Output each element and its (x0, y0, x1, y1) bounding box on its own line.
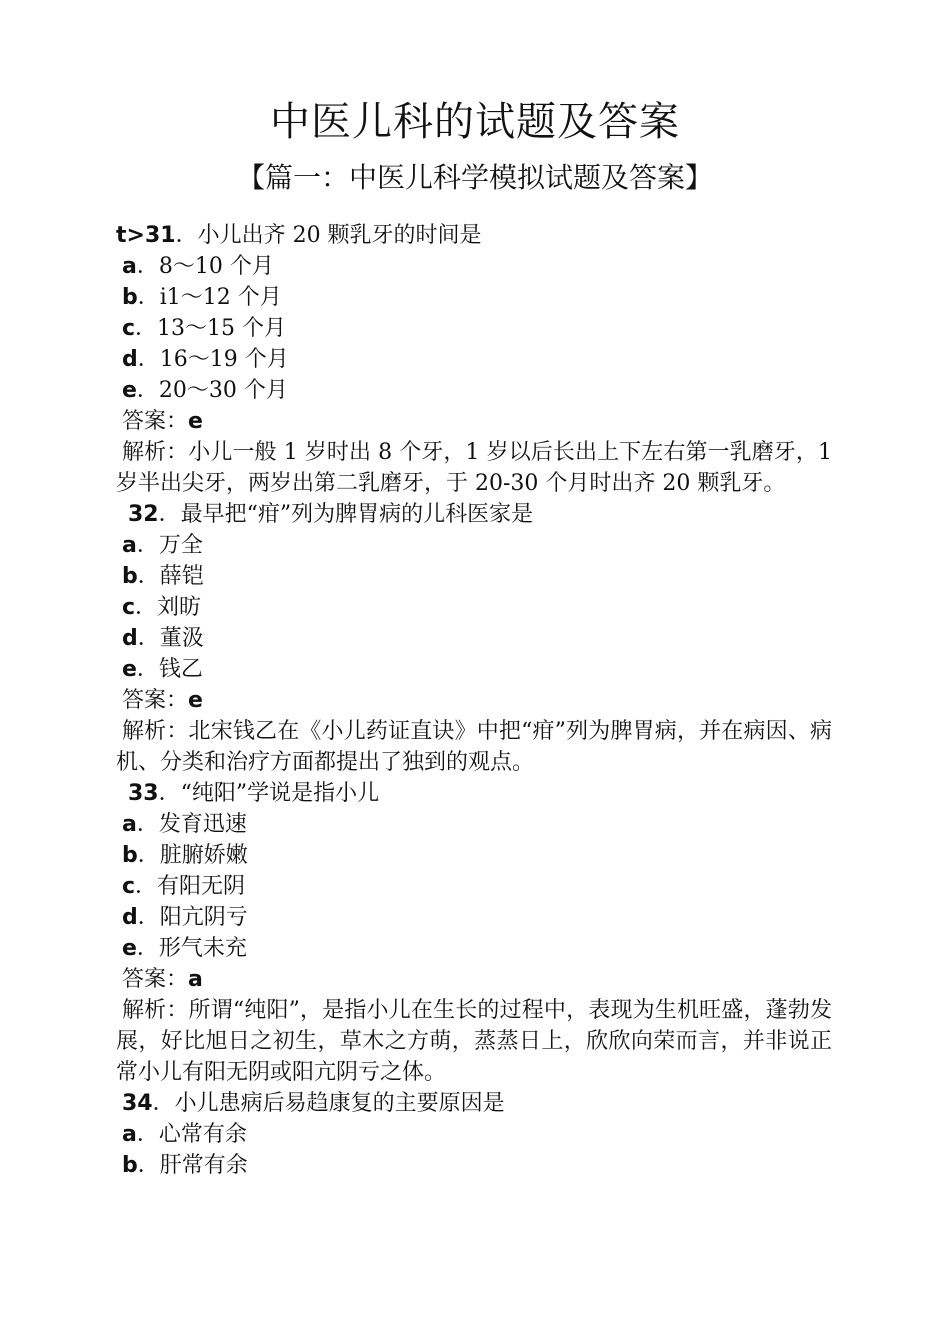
question-stem: 34．小儿患病后易趋康复的主要原因是 (122, 1091, 505, 1116)
option-key: a (122, 254, 137, 279)
answer-line: 答案：e (122, 409, 203, 434)
option-key: b (122, 843, 138, 868)
answer-value: e (188, 409, 203, 434)
option-item: b．薛铠 (122, 564, 204, 589)
option-key: b (122, 1153, 138, 1178)
question-stem: t>31．小儿出齐 20 颗乳牙的时间是 (116, 223, 482, 248)
answer-value: e (188, 688, 203, 713)
option-item: b．脏腑娇嫩 (122, 843, 248, 868)
option-key: a (122, 533, 137, 558)
option-item: b．i1～12 个月 (122, 285, 282, 310)
question-number: t>31 (116, 223, 176, 248)
option-item: a．万全 (122, 533, 203, 558)
option-item: c．有阳无阴 (122, 874, 246, 899)
answer-value: a (188, 967, 203, 992)
question-stem: 33．“纯阳”学说是指小儿 (128, 781, 380, 806)
option-item: a．8～10 个月 (122, 254, 274, 279)
question-number: 34 (122, 1091, 153, 1116)
option-item: a．心常有余 (122, 1122, 247, 1147)
answer-line: 答案：a (122, 967, 203, 992)
option-item: d．阳亢阴亏 (122, 905, 248, 930)
option-item: d．16～19 个月 (122, 347, 289, 372)
document-subtitle: 【篇一：中医儿科学模拟试题及答案】 (236, 161, 713, 194)
option-key: b (122, 564, 138, 589)
option-item: c．13～15 个月 (122, 316, 287, 341)
option-key: c (122, 316, 136, 341)
option-item: e．钱乙 (122, 657, 203, 682)
option-item: d．董汲 (122, 626, 204, 651)
option-key: c (122, 874, 136, 899)
option-key: e (122, 657, 137, 682)
option-item: e．形气未充 (122, 936, 247, 961)
option-key: b (122, 285, 138, 310)
analysis-text: 解析：北宋钱乙在《小儿药证直诀》中把“疳”列为脾胃病，并在病因、病机、分类和治疗方面都提出了独到的观点。 (116, 719, 832, 775)
analysis-text: 解析：小儿一般 1 岁时出 8 个牙，1 岁以后长出上下左右第一乳磨牙，1 岁半出尖牙，两岁出第二乳磨牙，于 20-30 个月时出齐 20 颗乳牙。 (116, 440, 832, 496)
analysis-text: 解析：所谓“纯阳”，是指小儿在生长的过程中，表现为生机旺盛，蓬勃发展，好比旭日之初生，草木之方萌，蒸蒸日上，欣欣向荣而言，并非说正常小儿有阳无阴或阳亢阴亏之体。 (116, 998, 832, 1085)
question-number: 33 (128, 781, 159, 806)
option-key: d (122, 905, 138, 930)
option-key: d (122, 626, 138, 651)
option-key: a (122, 812, 137, 837)
question-stem: 32．最早把“疳”列为脾胃病的儿科医家是 (128, 502, 534, 527)
option-key: e (122, 378, 137, 403)
option-key: c (122, 595, 136, 620)
option-item: e．20～30 个月 (122, 378, 288, 403)
option-key: e (122, 936, 137, 961)
option-key: d (122, 347, 138, 372)
answer-line: 答案：e (122, 688, 203, 713)
option-key: a (122, 1122, 137, 1147)
document-title: 中医儿科的试题及答案 (270, 99, 680, 145)
option-item: b．肝常有余 (122, 1153, 248, 1178)
question-list (116, 220, 832, 1181)
option-item: c．刘昉 (122, 595, 202, 620)
question-number: 32 (128, 502, 159, 527)
option-item: a．发育迅速 (122, 812, 247, 837)
